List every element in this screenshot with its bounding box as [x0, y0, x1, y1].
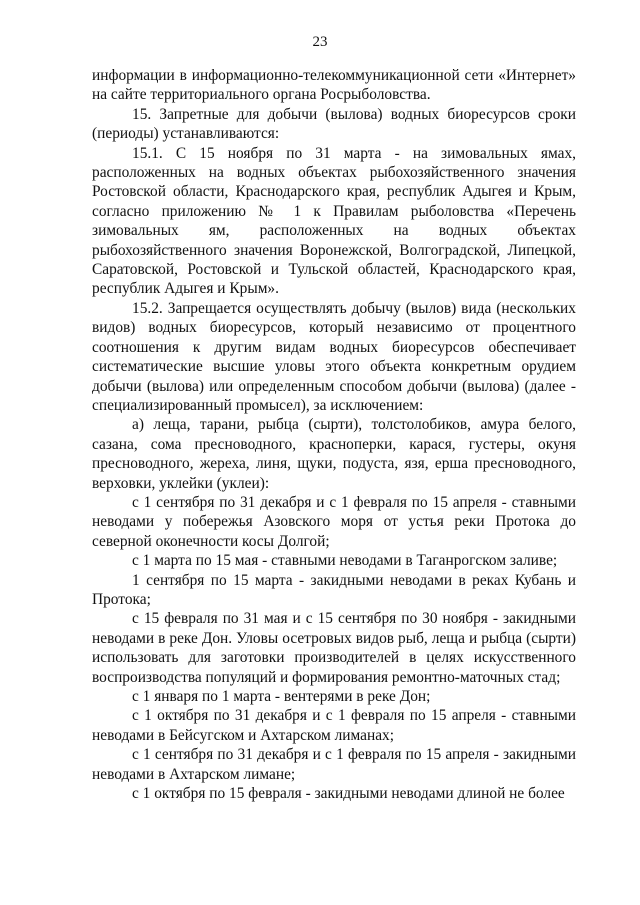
paragraph-period-don-seines: с 15 февраля по 31 мая и с 15 сентября по 30 ноября - закидными неводами в реке Дон. Уловы осетровых видов рыб, леща и рыбца (сырти) использовать для заготовки производителей в целях искусственного воспроизводства популяций и формирования ремонтно-маточных стад;	[92, 610, 576, 686]
page-number: 23	[312, 34, 328, 50]
document-body	[92, 66, 576, 803]
paragraph-item-15: 15. Запретные для добычи (вылова) водных биоресурсов сроки (периоды) устанавливаются:	[92, 105, 576, 143]
paragraph-period-october-february: с 1 октября по 15 февраля - закидными неводами длиной не более	[132, 785, 565, 803]
paragraph-continuation: информации в информационно-телекоммуникационной сети «Интернет» на сайте территориального органа Росрыболовства.	[92, 67, 576, 104]
paragraph-period-azov-sea: с 1 сентября по 31 декабря и с 1 февраля по 15 апреля - ставными неводами у побережья Азовского моря от устья реки Протока до северной оконечности косы Долгой;	[92, 493, 576, 550]
paragraph-period-kuban-protoka: 1 сентября по 15 марта - закидными неводами в реках Кубань и Протока;	[92, 571, 576, 608]
paragraph-item-15-1: 15.1. С 15 ноября по 31 марта - на зимовальных ямах, расположенных на водных объектах рыбохозяйственного значения Ростовской области, Краснодарского края, республик Адыгея и Крым, согласно приложению № 1 к Правилам рыболовства «Перечень зимовальных ям, расположенных на водных объектах рыбохозяйственного значения Воронежской, Волгоградской, Липецкой, Саратовской, Ростовской и Тульской областей, Краснодарского края, республик Адыгея и Крым».	[92, 144, 576, 298]
paragraph-period-beysug-akhtar: с 1 октября по 31 декабря и с 1 февраля по 15 апреля - ставными неводами в Бейсугском и Ахтарском лиманах;	[92, 707, 576, 744]
paragraph-subitem-a: а) леща, тарани, рыбца (сырти), толстолобиков, амура белого, сазана, сома пресноводного, красноперки, карася, густеры, окуня пресноводного, жереха, линя, щуки, подуста, язя, ерша пресноводного, верховки, уклейки (уклеи):	[92, 416, 576, 492]
paragraph-item-15-2: 15.2. Запрещается осуществлять добычу (вылов) вида (нескольких видов) водных биоресурсов, который независимо от процентного соотношения к другим видам водных биоресурсов обеспечивает систематические высшие уловы этого объекта конкретным орудием добычи (вылова) или определенным способом добычи (вылова) (далее - специализированный промысел), за исключением:	[92, 299, 576, 414]
paragraph-period-akhtar-seines: с 1 сентября по 31 декабря и с 1 февраля по 15 апреля - закидными неводами в Ахтарском лимане;	[92, 746, 576, 783]
paragraph-period-taganrog-bay: с 1 марта по 15 мая - ставными неводами в Таганрогском заливе;	[132, 552, 558, 570]
paragraph-period-don-traps: с 1 января по 1 марта - вентерями в реке Дон;	[132, 688, 431, 705]
